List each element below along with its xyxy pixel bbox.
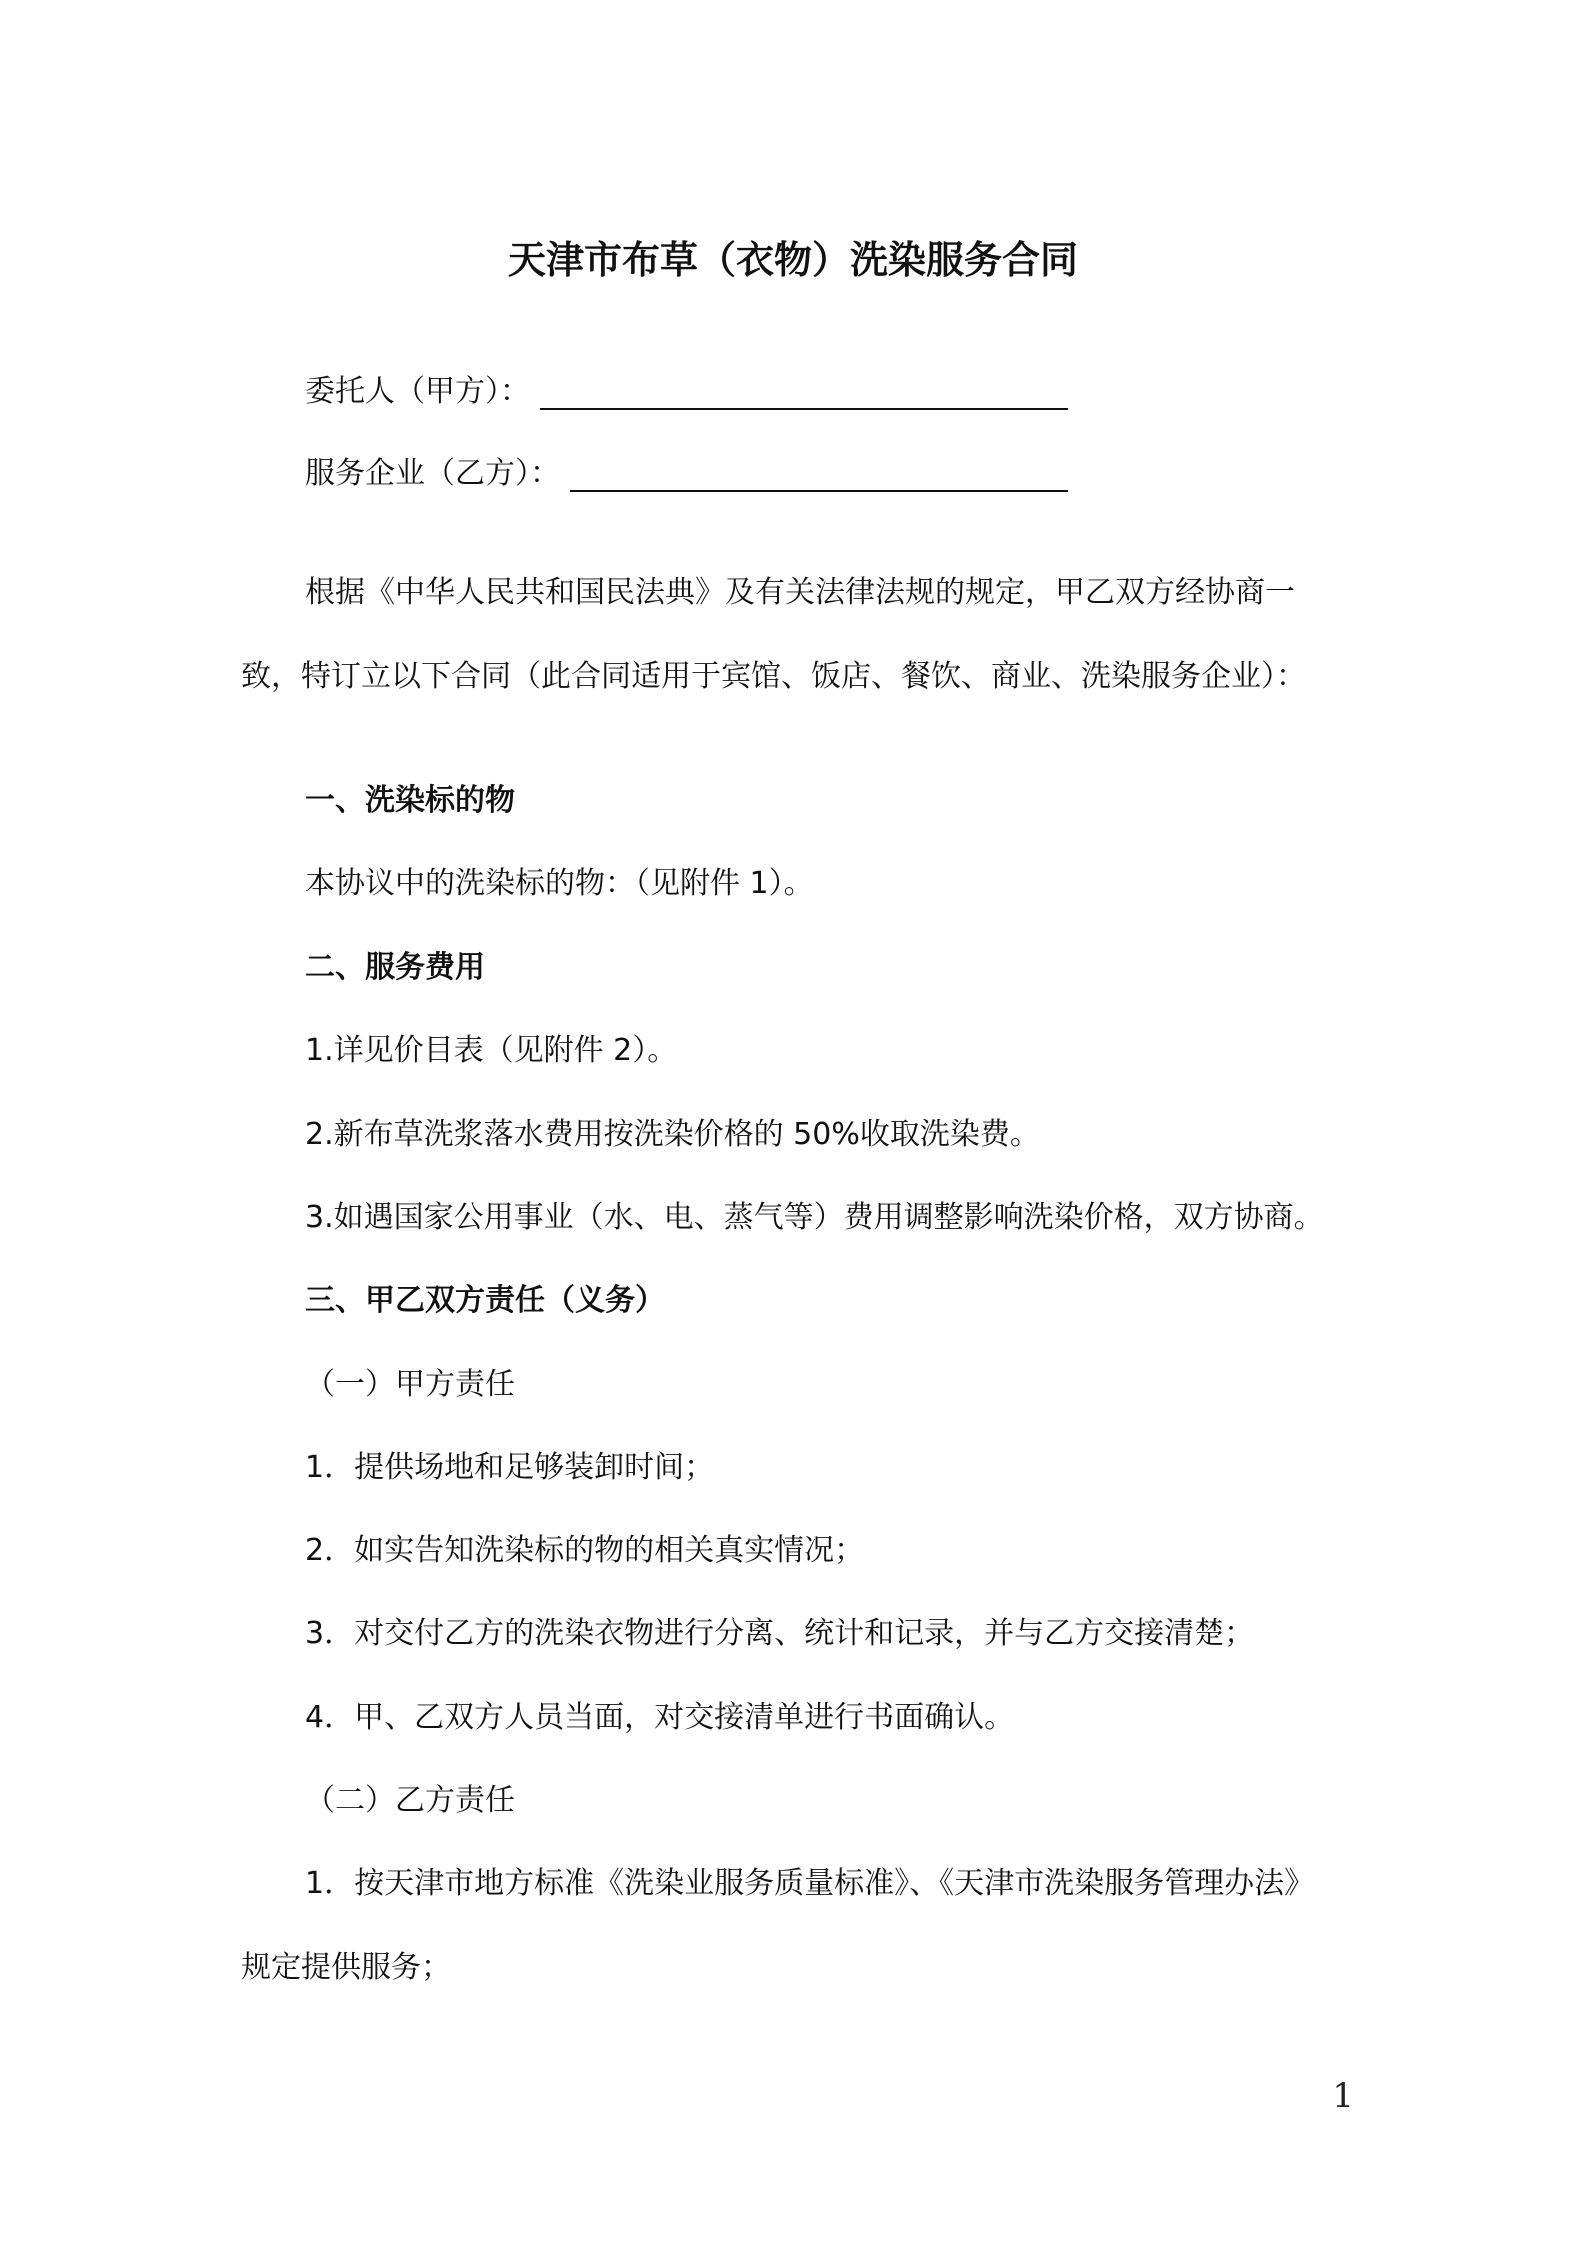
section-2-item-2: 2.新布草洗浆落水费用按洗染价格的 50%收取洗染费。 <box>305 1117 1040 1152</box>
section-3-heading: 三、甲乙双方责任（义务） <box>305 1283 665 1318</box>
intro-line-1: 根据《中华人民共和国民法典》及有关法律法规的规定，甲乙双方经协商一 <box>305 575 1295 610</box>
document-title: 天津市布草（衣物）洗染服务合同 <box>507 238 1078 282</box>
party-b-duty-1-line-1: 1．按天津市地方标准《洗染业服务质量标准》、《天津市洗染服务管理办法》 <box>305 1866 1315 1901</box>
party-a-duty-2: 2．如实告知洗染标的物的相关真实情况； <box>305 1533 865 1568</box>
party-a-duty-3: 3．对交付乙方的洗染衣物进行分离、统计和记录，并与乙方交接清楚； <box>305 1616 1255 1651</box>
section-1-paragraph: 本协议中的洗染标的物：（见附件 1）。 <box>305 866 814 901</box>
section-2-item-3: 3.如遇国家公用事业（水、电、蒸气等）费用调整影响洗染价格，双方协商。 <box>305 1200 1324 1235</box>
party-a-field <box>305 366 1068 410</box>
subsection-party-a-heading: （一）甲方责任 <box>305 1367 515 1402</box>
subsection-party-b-heading: （二）乙方责任 <box>305 1783 515 1818</box>
party-b-field <box>305 448 1068 492</box>
party-b-duty-1-line-2: 规定提供服务； <box>241 1950 451 1985</box>
party-a-label: 委托人（甲方）： <box>305 374 530 409</box>
party-a-duty-4: 4．甲、乙双方人员当面，对交接清单进行书面确认。 <box>305 1700 1015 1735</box>
party-b-label: 服务企业（乙方）： <box>305 456 560 491</box>
party-a-duty-1: 1．提供场地和足够装卸时间； <box>305 1450 715 1485</box>
section-2-heading: 二、服务费用 <box>305 950 485 985</box>
intro-line-2: 致，特订立以下合同（此合同适用于宾馆、饭店、餐饮、商业、洗染服务企业）： <box>241 659 1306 694</box>
section-1-heading: 一、洗染标的物 <box>305 783 515 818</box>
party-b-blank[interactable] <box>570 460 1068 492</box>
page-number: 1 <box>1332 2076 1354 2116</box>
party-a-blank[interactable] <box>540 378 1068 410</box>
section-2-item-1: 1.详见价目表（见附件 2）。 <box>305 1033 678 1068</box>
